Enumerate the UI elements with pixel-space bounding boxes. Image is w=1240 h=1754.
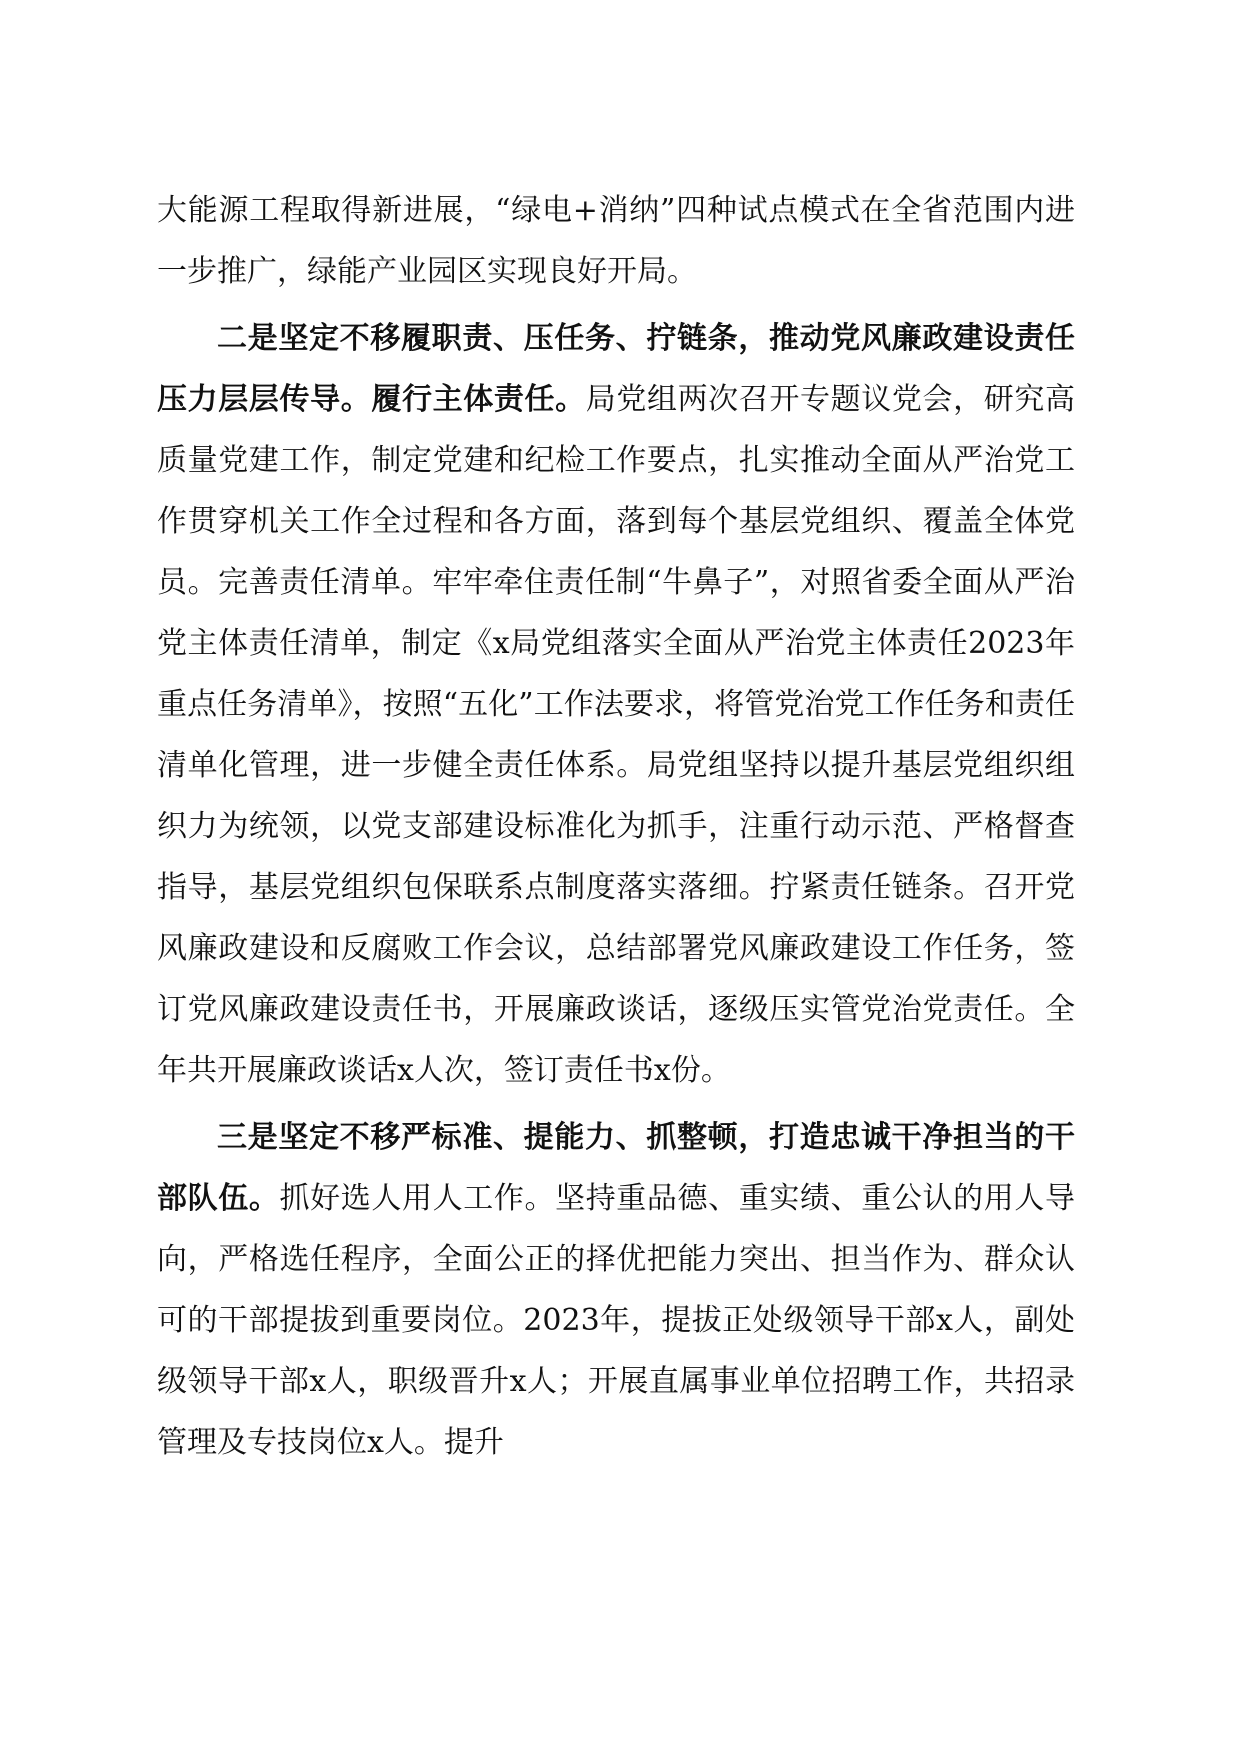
paragraph-item-two bbox=[157, 308, 1075, 1101]
document-page bbox=[157, 180, 1075, 1473]
paragraph-text: 抓好选人用人工作。坚持重品德、重实绩、重公认的用人导向，严格选任程序，全面公正的择优把能力突出、担当作为、群众认可的干部提拔到重要岗位。2023年，提拔正处级领导干部x人，副处级领导干部x人，职级晋升x人；开展直属事业单位招聘工作，共招录管理及专技岗位x人。提升 bbox=[157, 1181, 1076, 1460]
paragraph-heading: 三是坚定不移严标准、提能力、抓整顿，打造忠诚干净担当的干部队伍。 bbox=[157, 1120, 1075, 1216]
paragraph-text: 局党组两次召开专题议党会，研究高质量党建工作，制定党建和纪检工作要点，扎实推动全面从严治党工作贯穿机关工作全过程和各方面，落到每个基层党组织、覆盖全体党员。完善责任清单。牢牢牵住责任制“牛鼻子”，对照省委全面从严治党主体责任清单，制定《x局党组落实全面从严治党主体责任2023年重点任务清单》，按照“五化”工作法要求，将管党治党工作任务和责任清单化管理，进一步健全责任体系。局党组坚持以提升基层党组织组织力为统领，以党支部建设标准化为抓手，注重行动示范、严格督查指导，基层党组织包保联系点制度落实落细。拧紧责任链条。召开党风廉政建设和反腐败工作会议，总结部署党风廉政建设工作任务，签订党风廉政建设责任书，开展廉政谈话，逐级压实管党治党责任。全年共开展廉政谈话x人次，签订责任书x份。 bbox=[157, 382, 1076, 1088]
paragraph-item-three bbox=[157, 1107, 1075, 1473]
paragraph-text: 大能源工程取得新进展，“绿电+消纳”四种试点模式在全省范围内进一步推广，绿能产业园区实现良好开局。 bbox=[157, 193, 1075, 289]
paragraph-continuation bbox=[157, 180, 1075, 302]
paragraph-heading: 二是坚定不移履职责、压任务、拧链条，推动党风廉政建设责任压力层层传导。履行主体责任。 bbox=[157, 321, 1075, 417]
